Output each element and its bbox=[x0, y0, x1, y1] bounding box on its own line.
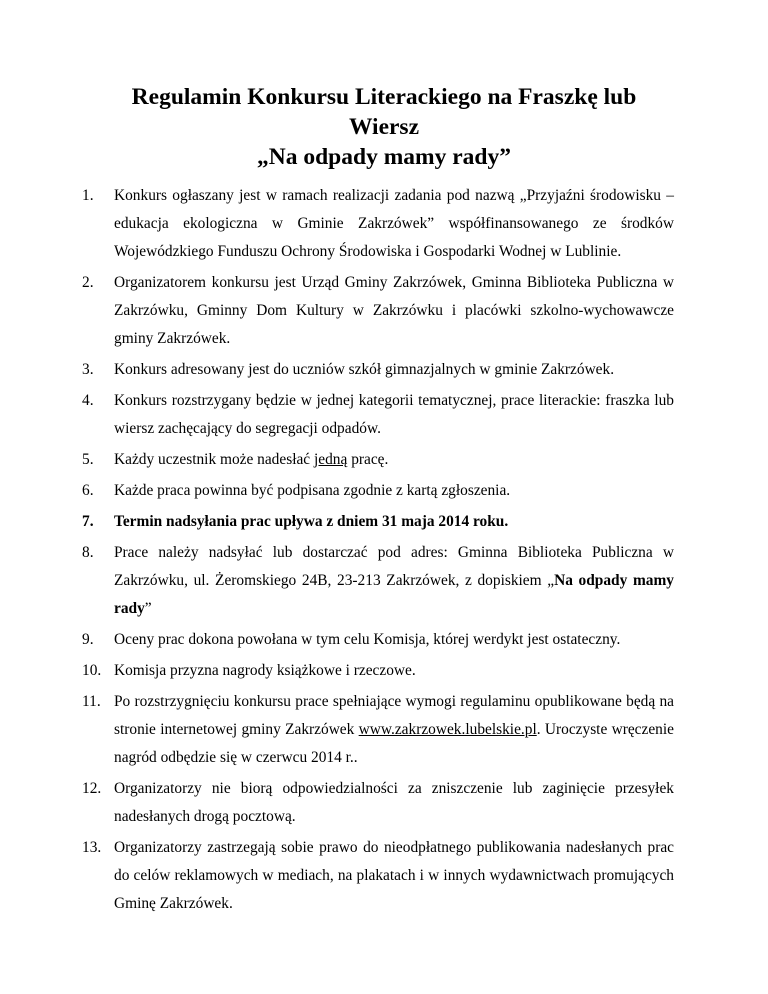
rule-text-before: Po rozstrzygnięciu konkursu prace spełniające wymogi regulaminu opublikowane będą na stronie internetowej gminy Zakrzówek bbox=[114, 693, 674, 738]
rule-text: Konkurs rozstrzygany będzie w jednej kategorii tematycznej, prace literackie: fraszka lub wiersz zachęcający do segregacji odpadów. bbox=[114, 392, 674, 437]
document-title bbox=[94, 82, 674, 172]
rule-number: 7. bbox=[82, 513, 94, 530]
rule-number: 3. bbox=[82, 361, 94, 378]
rule-number: 4. bbox=[82, 392, 94, 409]
rule-item-7 bbox=[82, 508, 674, 536]
rule-item-1 bbox=[82, 182, 674, 266]
rule-item-10 bbox=[82, 657, 674, 685]
rule-item-9 bbox=[82, 626, 674, 654]
rule-text: Termin nadsyłania prac upływa z dniem 31 maja 2014 roku. bbox=[114, 513, 509, 530]
rule-underlined-word: jedną bbox=[314, 451, 348, 468]
rule-number: 9. bbox=[82, 631, 94, 648]
rule-item-6 bbox=[82, 477, 674, 505]
rule-item-4 bbox=[82, 387, 674, 443]
rule-item-11 bbox=[82, 688, 674, 772]
rule-number: 13. bbox=[82, 839, 102, 856]
title-line-1: Regulamin Konkursu Literackiego na Fraszkę lub Wiersz bbox=[131, 84, 637, 140]
rule-text: Organizatorem konkursu jest Urząd Gminy Zakrzówek, Gminna Biblioteka Publiczna w Zakrzówku, Gminny Dom Kultury w Zakrzówku i placówki szkolno-wychowawcze gminy Zakrzówek. bbox=[114, 274, 674, 347]
rule-text-before: Prace należy nadsyłać lub dostarczać pod adres: Gminna Biblioteka Publiczna w Zakrzówku, ul. Żeromskiego 24B, 23-213 Zakrzówek, z dopiskiem „ bbox=[114, 544, 674, 589]
rule-text-after: pracę. bbox=[347, 451, 389, 468]
rule-number: 11. bbox=[82, 693, 101, 710]
rule-text-after: . Uroczyste wręczenie nagród odbędzie się w czerwcu 2014 r.. bbox=[114, 721, 674, 766]
rule-text-after: ” bbox=[144, 600, 152, 617]
rule-number: 12. bbox=[82, 780, 102, 797]
rule-item-13 bbox=[82, 834, 674, 918]
rule-number: 1. bbox=[82, 187, 94, 204]
rule-text: Organizatorzy nie biorą odpowiedzialności za zniszczenie lub zaginięcie przesyłek nadesłanych drogą pocztową. bbox=[114, 780, 674, 825]
rule-text: Konkurs adresowany jest do uczniów szkół gimnazjalnych w gminie Zakrzówek. bbox=[114, 361, 615, 378]
rule-number: 5. bbox=[82, 451, 94, 468]
rule-number: 2. bbox=[82, 274, 94, 291]
rule-item-3 bbox=[82, 356, 674, 384]
rule-text: Oceny prac dokona powołana w tym celu Komisja, której werdykt jest ostateczny. bbox=[114, 631, 621, 648]
rule-number: 8. bbox=[82, 544, 94, 561]
rule-text-before: Każdy uczestnik może nadesłać bbox=[114, 451, 314, 468]
rule-bold-phrase: Na odpady mamy rady bbox=[114, 572, 674, 617]
rule-text: Komisja przyzna nagrody książkowe i rzeczowe. bbox=[114, 662, 416, 679]
title-line-2: „Na odpady mamy rady” bbox=[257, 144, 511, 170]
rule-item-12 bbox=[82, 775, 674, 831]
rule-text: Każde praca powinna być podpisana zgodnie z kartą zgłoszenia. bbox=[114, 482, 511, 499]
website-link[interactable]: www.zakrzowek.lubelskie.pl bbox=[358, 721, 537, 738]
rules-list bbox=[82, 182, 674, 918]
rule-item-5 bbox=[82, 446, 674, 474]
rule-item-8 bbox=[82, 539, 674, 623]
rule-text: Organizatorzy zastrzegają sobie prawo do nieodpłatnego publikowania nadesłanych prac do celów reklamowych w mediach, na plakatach i w innych wydawnictwach promujących Gminę Zakrzówek. bbox=[114, 839, 674, 912]
rule-item-2 bbox=[82, 269, 674, 353]
rule-text: Konkurs ogłaszany jest w ramach realizacji zadania pod nazwą „Przyjaźni środowisku – edukacja ekologiczna w Gminie Zakrzówek” współfinansowanego ze środków Wojewódzkiego Funduszu Ochrony Środowiska i Gospodarki Wodnej w Lublinie. bbox=[114, 187, 674, 260]
rule-number: 6. bbox=[82, 482, 94, 499]
rule-number: 10. bbox=[82, 662, 102, 679]
